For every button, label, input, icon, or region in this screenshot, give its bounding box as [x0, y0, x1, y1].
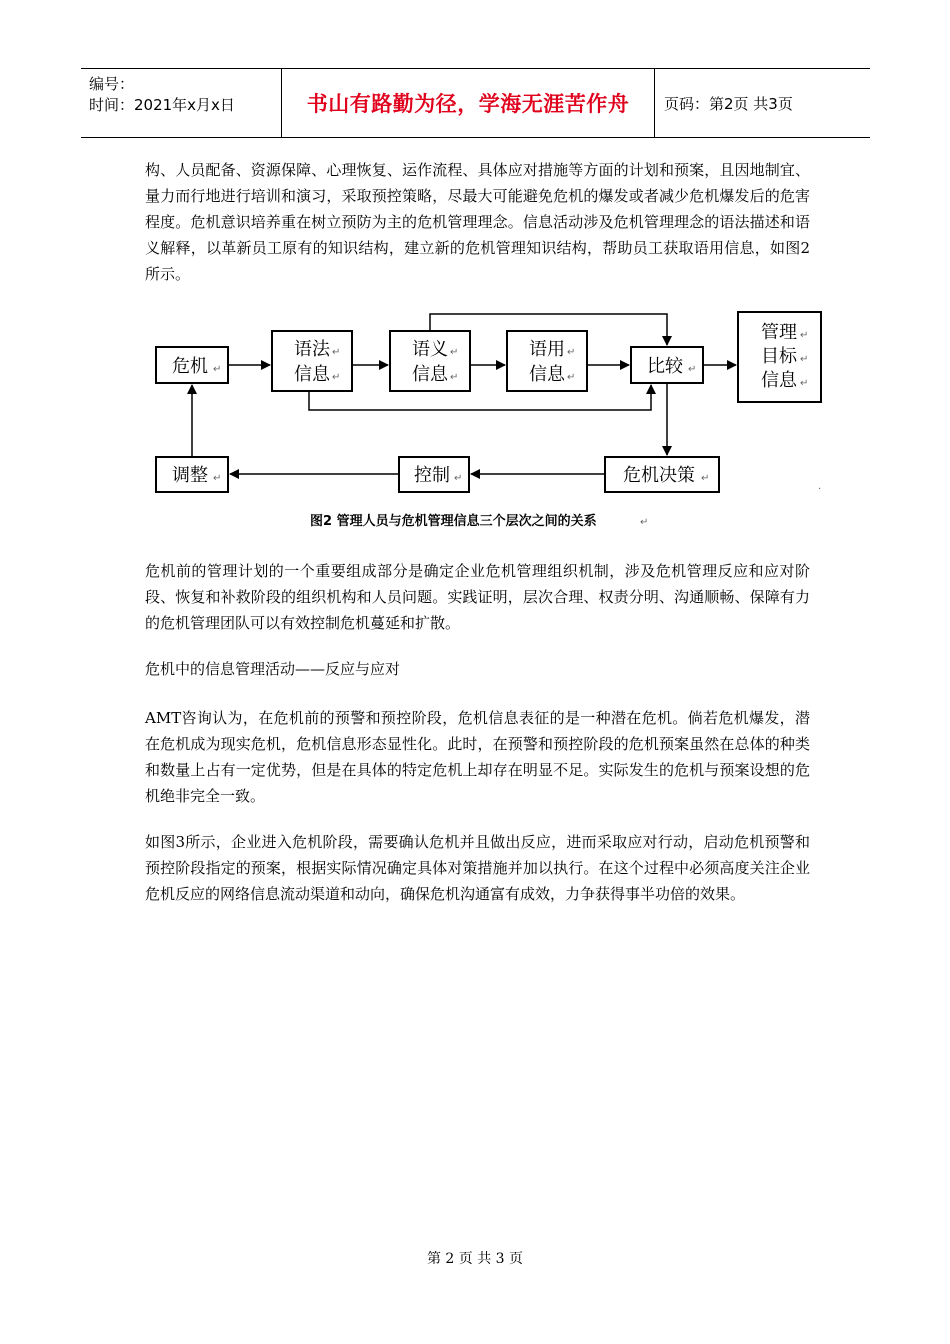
label-goal-2: 目标	[761, 346, 797, 367]
label-adjust: 调整	[172, 465, 208, 486]
label-syntax-1: 语法	[294, 339, 330, 360]
date-label: 时间：2021年x月x日	[89, 96, 235, 114]
header-right-cell	[654, 69, 870, 137]
label-control: 控制	[414, 465, 450, 486]
label-pragmatic-1: 语用	[529, 339, 565, 360]
header-motto: 书山有路勤为径，学海无涯苦作舟	[306, 92, 630, 116]
header-left-cell	[81, 69, 281, 137]
para-mark-icon: ↵	[454, 473, 463, 484]
para-mark-icon: ↵	[800, 378, 809, 389]
number-label: 编号：	[89, 75, 135, 93]
para-mark-icon: ↵	[701, 473, 710, 484]
label-pragmatic-2: 信息	[529, 364, 565, 385]
para-mark-icon: ·	[818, 484, 822, 495]
paragraph-1: 构、人员配备、资源保障、心理恢复、运作流程、具体应对措施等方面的计划和预案，且因地制宜、量力而行地进行培训和演习，采取预控策略，尽最大可能避免危机的爆发或者减少危机爆发后的危害程度。危机意识培养重在树立预防为主的危机管理理念。信息活动涉及危机管理理念的语法描述和语义解释，以革新员工原有的知识结构，建立新的危机管理知识结构，帮助员工获取语用信息，如图2所示。	[145, 161, 810, 283]
para-mark-icon: ↵	[567, 347, 576, 358]
figure-2-diagram	[140, 300, 840, 540]
para-mark-icon: ↵	[450, 347, 459, 358]
section-heading: 危机中的信息管理活动——反应与应对	[145, 660, 401, 678]
label-goal-1: 管理	[761, 322, 797, 343]
figure-caption: 图2 管理人员与危机管理信息三个层次之间的关系	[310, 514, 597, 529]
para-mark-icon: ↵	[567, 372, 576, 383]
paragraph-3: AMT咨询认为，在危机前的预警和预控阶段，危机信息表征的是一种潜在危机。倘若危机爆发，潜在危机成为现实危机，危机信息形态显性化。此时，在预警和预控阶段的危机预案虽然在总体的种类和数量上占有一定优势，但是在具体的特定危机上却存在明显不足。实际发生的危机与预案设想的危机绝非完全一致。	[145, 709, 810, 805]
header-page-info: 页码：第2页 共3页	[664, 94, 793, 113]
page-header	[81, 68, 870, 138]
label-goal-3: 信息	[761, 370, 797, 391]
arrow-syntax-compare-bottom	[309, 385, 651, 410]
header-motto-cell	[281, 69, 655, 137]
label-decision: 危机决策	[623, 465, 695, 486]
label-semantic-1: 语义	[412, 339, 448, 360]
label-syntax-2: 信息	[294, 364, 330, 385]
label-semantic-2: 信息	[412, 364, 448, 385]
para-mark-icon: ↵	[450, 372, 459, 383]
para-mark-icon: ↵	[213, 364, 222, 375]
label-crisis: 危机	[172, 356, 208, 377]
label-compare: 比较	[647, 356, 683, 377]
para-mark-icon: ↵	[688, 364, 697, 375]
para-mark-icon: ↵	[640, 517, 649, 528]
para-mark-icon: ↵	[800, 354, 809, 365]
para-mark-icon: ↵	[800, 330, 809, 341]
page-footer: 第 2 页 共 3 页	[426, 1251, 524, 1267]
para-mark-icon: ↵	[213, 473, 222, 484]
paragraph-4: 如图3所示，企业进入危机阶段，需要确认危机并且做出反应，进而采取应对行动，启动危机预警和预控阶段指定的预案，根据实际情况确定具体对策措施并加以执行。在这个过程中必须高度关注企业危机反应的网络信息流动渠道和动向，确保危机沟通富有成效，力争获得事半功倍的效果。	[145, 833, 810, 903]
para-mark-icon: ↵	[332, 372, 341, 383]
para-mark-icon: ↵	[332, 347, 341, 358]
paragraph-2: 危机前的管理计划的一个重要组成部分是确定企业危机管理组织机制，涉及危机管理反应和应对阶段、恢复和补救阶段的组织机构和人员问题。实践证明，层次合理、权责分明、沟通顺畅、保障有力的危机管理团队可以有效控制危机蔓延和扩散。	[145, 562, 810, 632]
